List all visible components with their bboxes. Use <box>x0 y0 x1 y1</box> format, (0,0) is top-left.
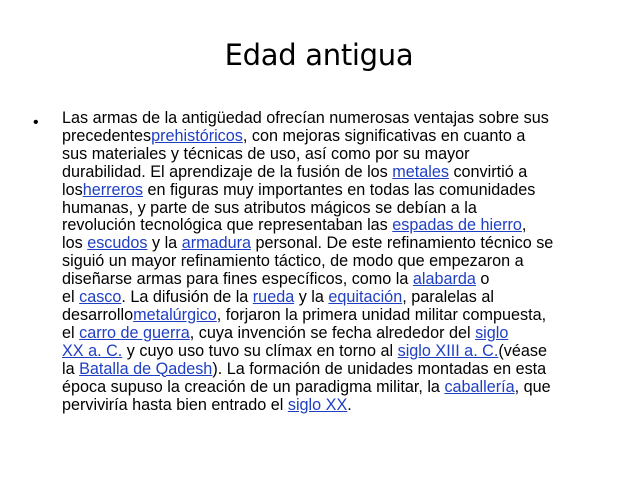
text-segment: sus materiales y técnicas de uso, así como por su mayor <box>62 144 470 163</box>
text-line <box>62 271 607 289</box>
hyperlink[interactable]: carro de guerra <box>79 323 190 342</box>
hyperlink[interactable]: equitación <box>328 288 403 307</box>
slide-title: Edad antigua <box>224 38 414 72</box>
text-line <box>62 164 607 182</box>
bullet-paragraph <box>62 110 607 414</box>
text-segment: precedentes <box>62 126 152 145</box>
text-segment: convirtió a <box>448 162 528 181</box>
text-line <box>62 235 607 253</box>
text-segment: la <box>62 359 80 378</box>
text-segment: , <box>521 216 527 235</box>
text-segment: en figuras muy importantes en todas las comunidades <box>142 180 536 199</box>
hyperlink[interactable]: escudos <box>87 234 148 253</box>
hyperlink[interactable]: caballería <box>444 377 515 396</box>
text-line <box>62 307 607 325</box>
text-segment: ). La formación de unidades montadas en esta <box>212 359 547 378</box>
text-segment: , paralelas al <box>402 288 494 307</box>
hyperlink[interactable]: siglo XIII a. C. <box>397 341 499 360</box>
hyperlink[interactable]: prehistóricos <box>151 126 243 145</box>
hyperlink[interactable]: casco <box>79 288 122 307</box>
text-segment: humanas, y parte de sus atributos mágicos se debían a la <box>62 198 477 217</box>
hyperlink[interactable]: rueda <box>252 288 295 307</box>
text-line <box>62 253 607 271</box>
text-segment: los <box>62 180 83 199</box>
text-line <box>62 343 607 361</box>
text-segment: y cuyo uso tuvo su clímax en torno al <box>122 341 398 360</box>
text-segment: el <box>62 323 80 342</box>
hyperlink[interactable]: armadura <box>181 234 251 253</box>
text-segment: . <box>347 395 352 414</box>
text-segment: siguió un mayor refinamiento táctico, de modo que empezaron a <box>62 252 524 271</box>
text-segment: personal. De este refinamiento técnico se <box>250 234 554 253</box>
hyperlink[interactable]: herreros <box>82 180 143 199</box>
text-segment: y la <box>294 288 329 307</box>
text-segment: época supuso la creación de un paradigma militar, la <box>62 377 445 396</box>
text-line <box>62 361 607 379</box>
hyperlink[interactable]: alabarda <box>412 270 476 289</box>
text-segment: . La difusión de la <box>121 288 253 307</box>
bullet-marker: • <box>33 114 39 131</box>
text-segment: Las armas de la antigüedad ofrecían numerosas ventajas sobre sus <box>62 109 549 127</box>
hyperlink[interactable]: XX a. C. <box>62 341 123 360</box>
text-line <box>62 289 607 307</box>
text-segment: y la <box>147 234 182 253</box>
text-line <box>62 397 607 415</box>
text-segment: los <box>62 234 88 253</box>
text-segment: , que <box>514 377 551 396</box>
text-segment: , forjaron la primera unidad militar compuesta, <box>216 305 547 324</box>
text-segment: , con mejoras significativas en cuanto a <box>242 126 526 145</box>
hyperlink[interactable]: metales <box>392 162 449 181</box>
text-segment: diseñarse armas para fines específicos, como la <box>62 270 413 289</box>
hyperlink[interactable]: siglo <box>475 323 509 342</box>
text-segment: (véase <box>498 341 547 360</box>
hyperlink[interactable]: metalúrgico <box>133 305 217 324</box>
text-segment: revolución tecnológica que representaban las <box>62 216 393 235</box>
text-line <box>62 182 607 200</box>
text-segment: o <box>475 270 490 289</box>
text-line <box>62 200 607 218</box>
text-line <box>62 379 607 397</box>
text-segment: , cuya invención se fecha alrededor del <box>189 323 476 342</box>
text-segment: desarrollo <box>62 305 134 324</box>
hyperlink[interactable]: siglo XX <box>287 395 348 414</box>
hyperlink[interactable]: espadas de hierro <box>392 216 522 235</box>
text-segment: perviviría hasta bien entrado el <box>62 395 288 414</box>
text-segment: durabilidad. El aprendizaje de la fusión de los <box>62 162 393 181</box>
text-line <box>62 128 607 146</box>
text-segment: el <box>62 288 80 307</box>
text-line <box>62 325 607 343</box>
text-line <box>62 110 607 128</box>
text-line <box>62 217 607 235</box>
text-line <box>62 146 607 164</box>
hyperlink[interactable]: Batalla de Qadesh <box>79 359 213 378</box>
